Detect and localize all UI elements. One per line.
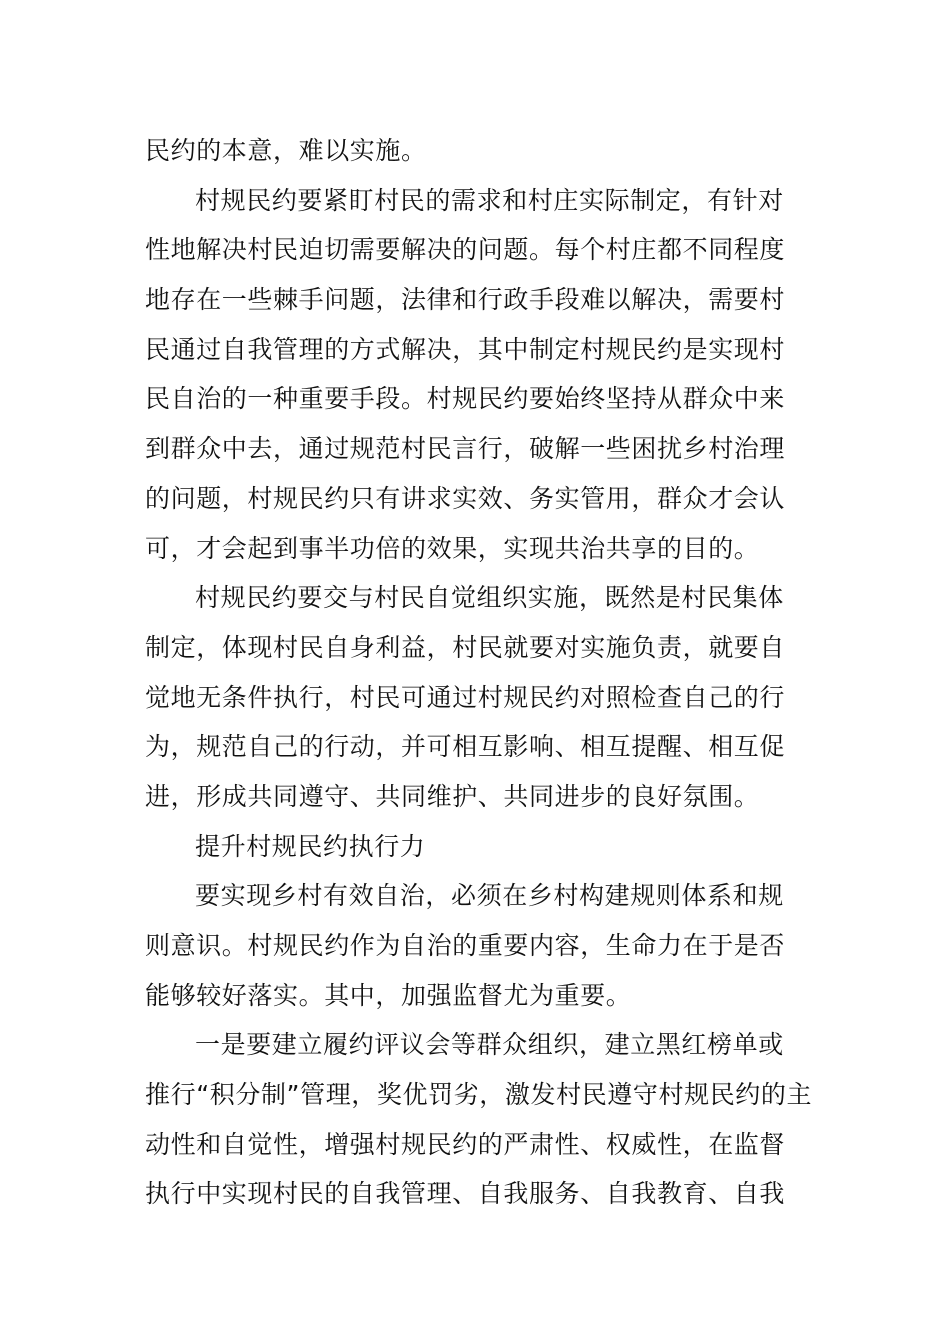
body-text — [145, 126, 813, 1219]
text-line: 性地解决村民迫切需要解决的问题。每个村庄都不同程度 — [145, 235, 786, 265]
text-line: 民自治的一种重要手段。村规民约要始终坚持从群众中来 — [145, 384, 786, 414]
text-line: 的问题，村规民约只有讲求实效、务实管用，群众才会认 — [145, 483, 786, 513]
paragraph-start-line: 一是要建立履约评议会等群众组织，建立黑红榜单或 — [195, 1030, 784, 1060]
paragraph-start-line: 要实现乡村有效自治，必须在乡村构建规则体系和规 — [195, 881, 784, 911]
text-line: 则意识。村规民约作为自治的重要内容，生命力在于是否 — [145, 931, 786, 960]
text-line: 能够较好落实。其中，加强监督尤为重要。 — [145, 980, 632, 1010]
text-line: 推行“积分制”管理，奖优罚劣，激发村民遵守村规民约的主 — [145, 1080, 813, 1110]
text-line: 民通过自我管理的方式解决，其中制定村规民约是实现村 — [145, 334, 786, 364]
text-line: 到群众中去，通过规范村民言行，破解一些困扰乡村治理 — [145, 434, 786, 464]
section-heading: 提升村规民约执行力 — [195, 831, 426, 861]
text-line: 民约的本意，难以实施。 — [145, 136, 427, 165]
paragraph-start-line: 村规民约要交与村民自觉组织实施，既然是村民集体 — [195, 583, 784, 613]
text-line: 执行中实现村民的自我管理、自我服务、自我教育、自我 — [145, 1179, 786, 1209]
text-line: 觉地无条件执行，村民可通过村规民约对照检查自己的行 — [145, 682, 786, 712]
text-line: 制定，体现村民自身利益，村民就要对实施负责，就要自 — [145, 632, 786, 662]
text-line: 可，才会起到事半功倍的效果，实现共治共享的目的。 — [145, 533, 760, 563]
paragraph-start-line: 村规民约要紧盯村民的需求和村庄实际制定，有针对 — [195, 185, 784, 215]
text-line: 为，规范自己的行动，并可相互影响、相互提醒、相互促 — [145, 732, 786, 762]
text-line: 进，形成共同遵守、共同维护、共同进步的良好氛围。 — [145, 781, 760, 811]
text-line: 地存在一些棘手问题，法律和行政手段难以解决，需要村 — [145, 285, 786, 315]
text-line: 动性和自觉性，增强村规民约的严肃性、权威性，在监督 — [145, 1129, 786, 1159]
